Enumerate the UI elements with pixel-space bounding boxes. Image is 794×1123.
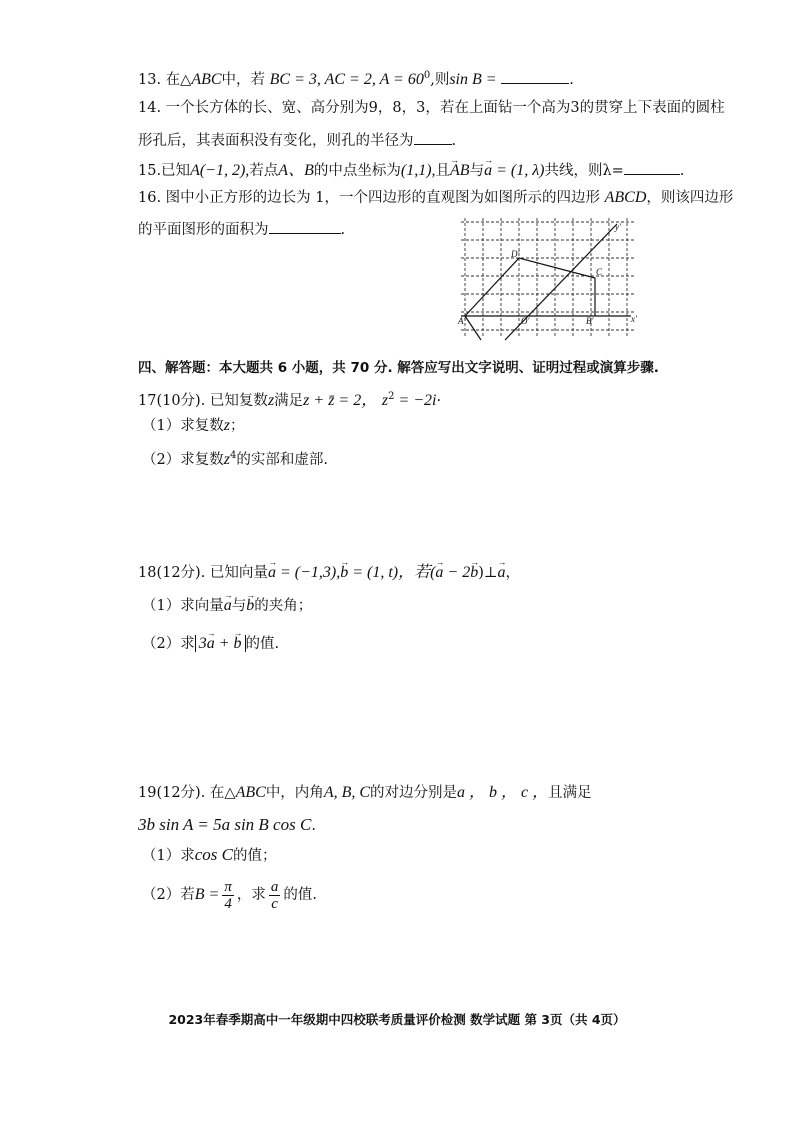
question-19 (138, 783, 592, 803)
q18-part2-b: → b (234, 634, 242, 654)
label-a: A' (458, 316, 466, 326)
q19-sides: a ， b ， c ， (457, 784, 549, 801)
q17-part2-z: z (223, 450, 230, 468)
q18-vec-a2: → a (435, 563, 443, 583)
q19-frac-a: a (270, 878, 279, 895)
q18-part1-and: 与 (231, 598, 247, 614)
q18-part1-end: 的夹角； (254, 598, 313, 614)
q19-part2-end: 的值. (283, 887, 317, 903)
q19-find: ，求 (236, 887, 266, 903)
q13-text-c: ,则 (430, 71, 450, 88)
q14-text-2: 形孔后，其表面积没有变化，则孔的半径为 (138, 133, 414, 149)
q17-part2-end: 的实部和虚部. (236, 451, 328, 468)
label-o: O' (521, 316, 530, 326)
q17-part1-text: （1）求复数 (142, 418, 224, 434)
label-c: C (596, 267, 603, 277)
q19-pi: π (224, 878, 232, 895)
q13-condition: BC = 3, AC = 2, A = 60 (269, 70, 424, 88)
q15-text-f: 共线，则λ= (544, 163, 624, 179)
q15-end: . (679, 163, 685, 179)
q19-part2-text: （2）若 (142, 887, 195, 903)
q19-head: 19(12分). 在△ (138, 785, 236, 801)
q14-answer-blank (414, 130, 452, 145)
q18-part2-text: （2）求 (142, 636, 195, 652)
question-14-line1 (138, 98, 725, 118)
q17-part2-text: （2）求复数 (142, 451, 224, 468)
question-16-line1 (138, 188, 733, 208)
q18-vec-b: → b (340, 563, 348, 583)
q18-a-value: = (−1,3), (275, 564, 341, 581)
q19-eq-end: . (311, 818, 316, 834)
q15-text-b: 若点 (249, 163, 279, 179)
question-19-part2 (142, 878, 317, 912)
q15-vector-value: = (1, λ) (492, 162, 545, 179)
q18-abs-expr (195, 635, 246, 652)
q15-text: 15.已知 (138, 163, 191, 179)
q18-vec-b2: → b (470, 563, 478, 583)
q17-head: 17(10分). 已知复数 (138, 392, 268, 409)
question-13 (138, 66, 574, 90)
q18-part1-a: → a (224, 596, 232, 616)
q18-b-value: = (1, t)，若( (348, 564, 436, 581)
q17-part1-end: ； (229, 418, 245, 434)
question-16-line2 (138, 219, 345, 240)
q19-cosc: cos C (194, 845, 233, 864)
q18-perp: )⊥ (478, 565, 498, 581)
q13-target: sin B = (449, 70, 497, 88)
q19-four: 4 (224, 895, 232, 912)
q16-text: 16. 图中小正方形的边长为 1，一个四边形的直观图为如图所示的四边形 (138, 190, 605, 206)
q19-a-over-c (269, 879, 281, 912)
q13-triangle: ABC (191, 70, 222, 88)
q16-answer-blank (269, 219, 341, 234)
q17-cond-2-value: = −2i (394, 391, 437, 409)
q14-text: 一个长方体的长、宽、高分别为9，8，3，若在上面钻一个高为3的贯穿上下表面的圆柱 (165, 100, 725, 116)
label-y-axis: y' (615, 222, 621, 232)
q13-degree: 0 (423, 70, 431, 81)
label-x-axis: x' (631, 314, 637, 324)
q14-end: . (451, 133, 457, 149)
q18-head: 18(12分). 已知向量 (138, 565, 268, 581)
q15-point-a: A(−1, 2), (190, 162, 250, 179)
q19-frac-c: c (271, 895, 278, 912)
q13-text: 在△ (165, 71, 192, 88)
question-17: 17(10分). 已知复数z满足z + z̄ = 2， $z^2 = -2i\cdot$ (138, 391, 442, 409)
section-4-heading: 四、解答题：本大题共 6 小题，共 70 分. 解答应写出文字说明、证明过程或演算步骤. (138, 360, 659, 376)
q16-text-b: ，则该四边形 (646, 190, 734, 206)
q18-minus: − 2 (443, 564, 471, 581)
q18-vec-a: → a (268, 563, 276, 583)
question-14-line2 (138, 130, 456, 151)
q19-text-c: 且满足 (548, 785, 592, 801)
q14-number: 14. (138, 100, 162, 116)
question-19-part1 (142, 845, 276, 866)
q18-plus: + (214, 635, 234, 652)
figure-shapes (461, 224, 631, 340)
q19-text-a: 中，内角 (265, 785, 324, 801)
q16-text-2: 的平面图形的面积为 (138, 222, 269, 238)
q15-vector-a: → a (484, 161, 492, 181)
q15-midpoint: (1,1), (400, 162, 436, 179)
q13-text-b: 中，若 (221, 71, 270, 88)
question-19-equation (138, 815, 316, 836)
oblique-drawing-figure (455, 212, 643, 342)
q15-answer-blank (624, 160, 680, 175)
question-18 (138, 563, 520, 583)
question-17-part1 (142, 416, 244, 436)
question-18-part2 (142, 634, 279, 654)
question-15 (138, 160, 684, 181)
q13-end: . (569, 71, 574, 88)
q19-part1-end: 的值； (232, 848, 277, 864)
q15-text-d: 且 (435, 163, 451, 179)
q18-part1-b: → b (246, 596, 254, 616)
q16-quad: ABCD (604, 189, 647, 206)
q17-part1-z: z (223, 417, 230, 434)
q18-coef: 3 (198, 635, 207, 652)
label-d: D' (511, 249, 520, 259)
q17-text: 满足 (274, 392, 304, 409)
grid-lines (461, 218, 635, 338)
q15-vector-ab: → AB (450, 161, 470, 181)
q15-text-e: 与 (469, 163, 485, 179)
q16-end: . (340, 222, 346, 238)
question-18-part1 (142, 596, 312, 616)
q17-end: · (436, 392, 442, 409)
q19-text-b: 的对边分别是 (370, 785, 458, 801)
q17-var-z: z (267, 391, 275, 409)
extension-line (465, 316, 481, 340)
q19-b-eq: B = (194, 886, 220, 903)
q19-triangle: ABC (235, 784, 266, 801)
q17-cond-1: z + z̄ = 2， (303, 391, 378, 409)
page-footer: 2023年春季期高中一年级期中四校联考质量评价检测 数学试题 第 3页（共 4页） (168, 1012, 626, 1027)
label-b: B' (586, 316, 594, 326)
q15-points: A、B (278, 162, 314, 179)
q13-number: 13. (138, 71, 162, 88)
q15-text-c: 的中点坐标为 (313, 163, 401, 179)
q19-pi-over-4 (222, 879, 234, 912)
question-17-part2: （2）求复数$z^4$的实部和虚部. (142, 450, 328, 468)
q18-part1-text: （1）求向量 (142, 598, 224, 614)
q19-part1-text: （1）求 (142, 848, 195, 864)
q19-angles: A, B, C (323, 784, 371, 801)
q18-part2-a: → a (207, 634, 215, 654)
q19-equation: 3b sin A = 5a sin B cos C (138, 815, 312, 834)
q18-end: ， (505, 565, 521, 581)
q13-answer-blank (501, 69, 569, 84)
q18-vec-a3: → a (498, 563, 506, 583)
q18-part2-end: 的值. (245, 636, 280, 652)
q17-cond-2: z (381, 391, 389, 409)
